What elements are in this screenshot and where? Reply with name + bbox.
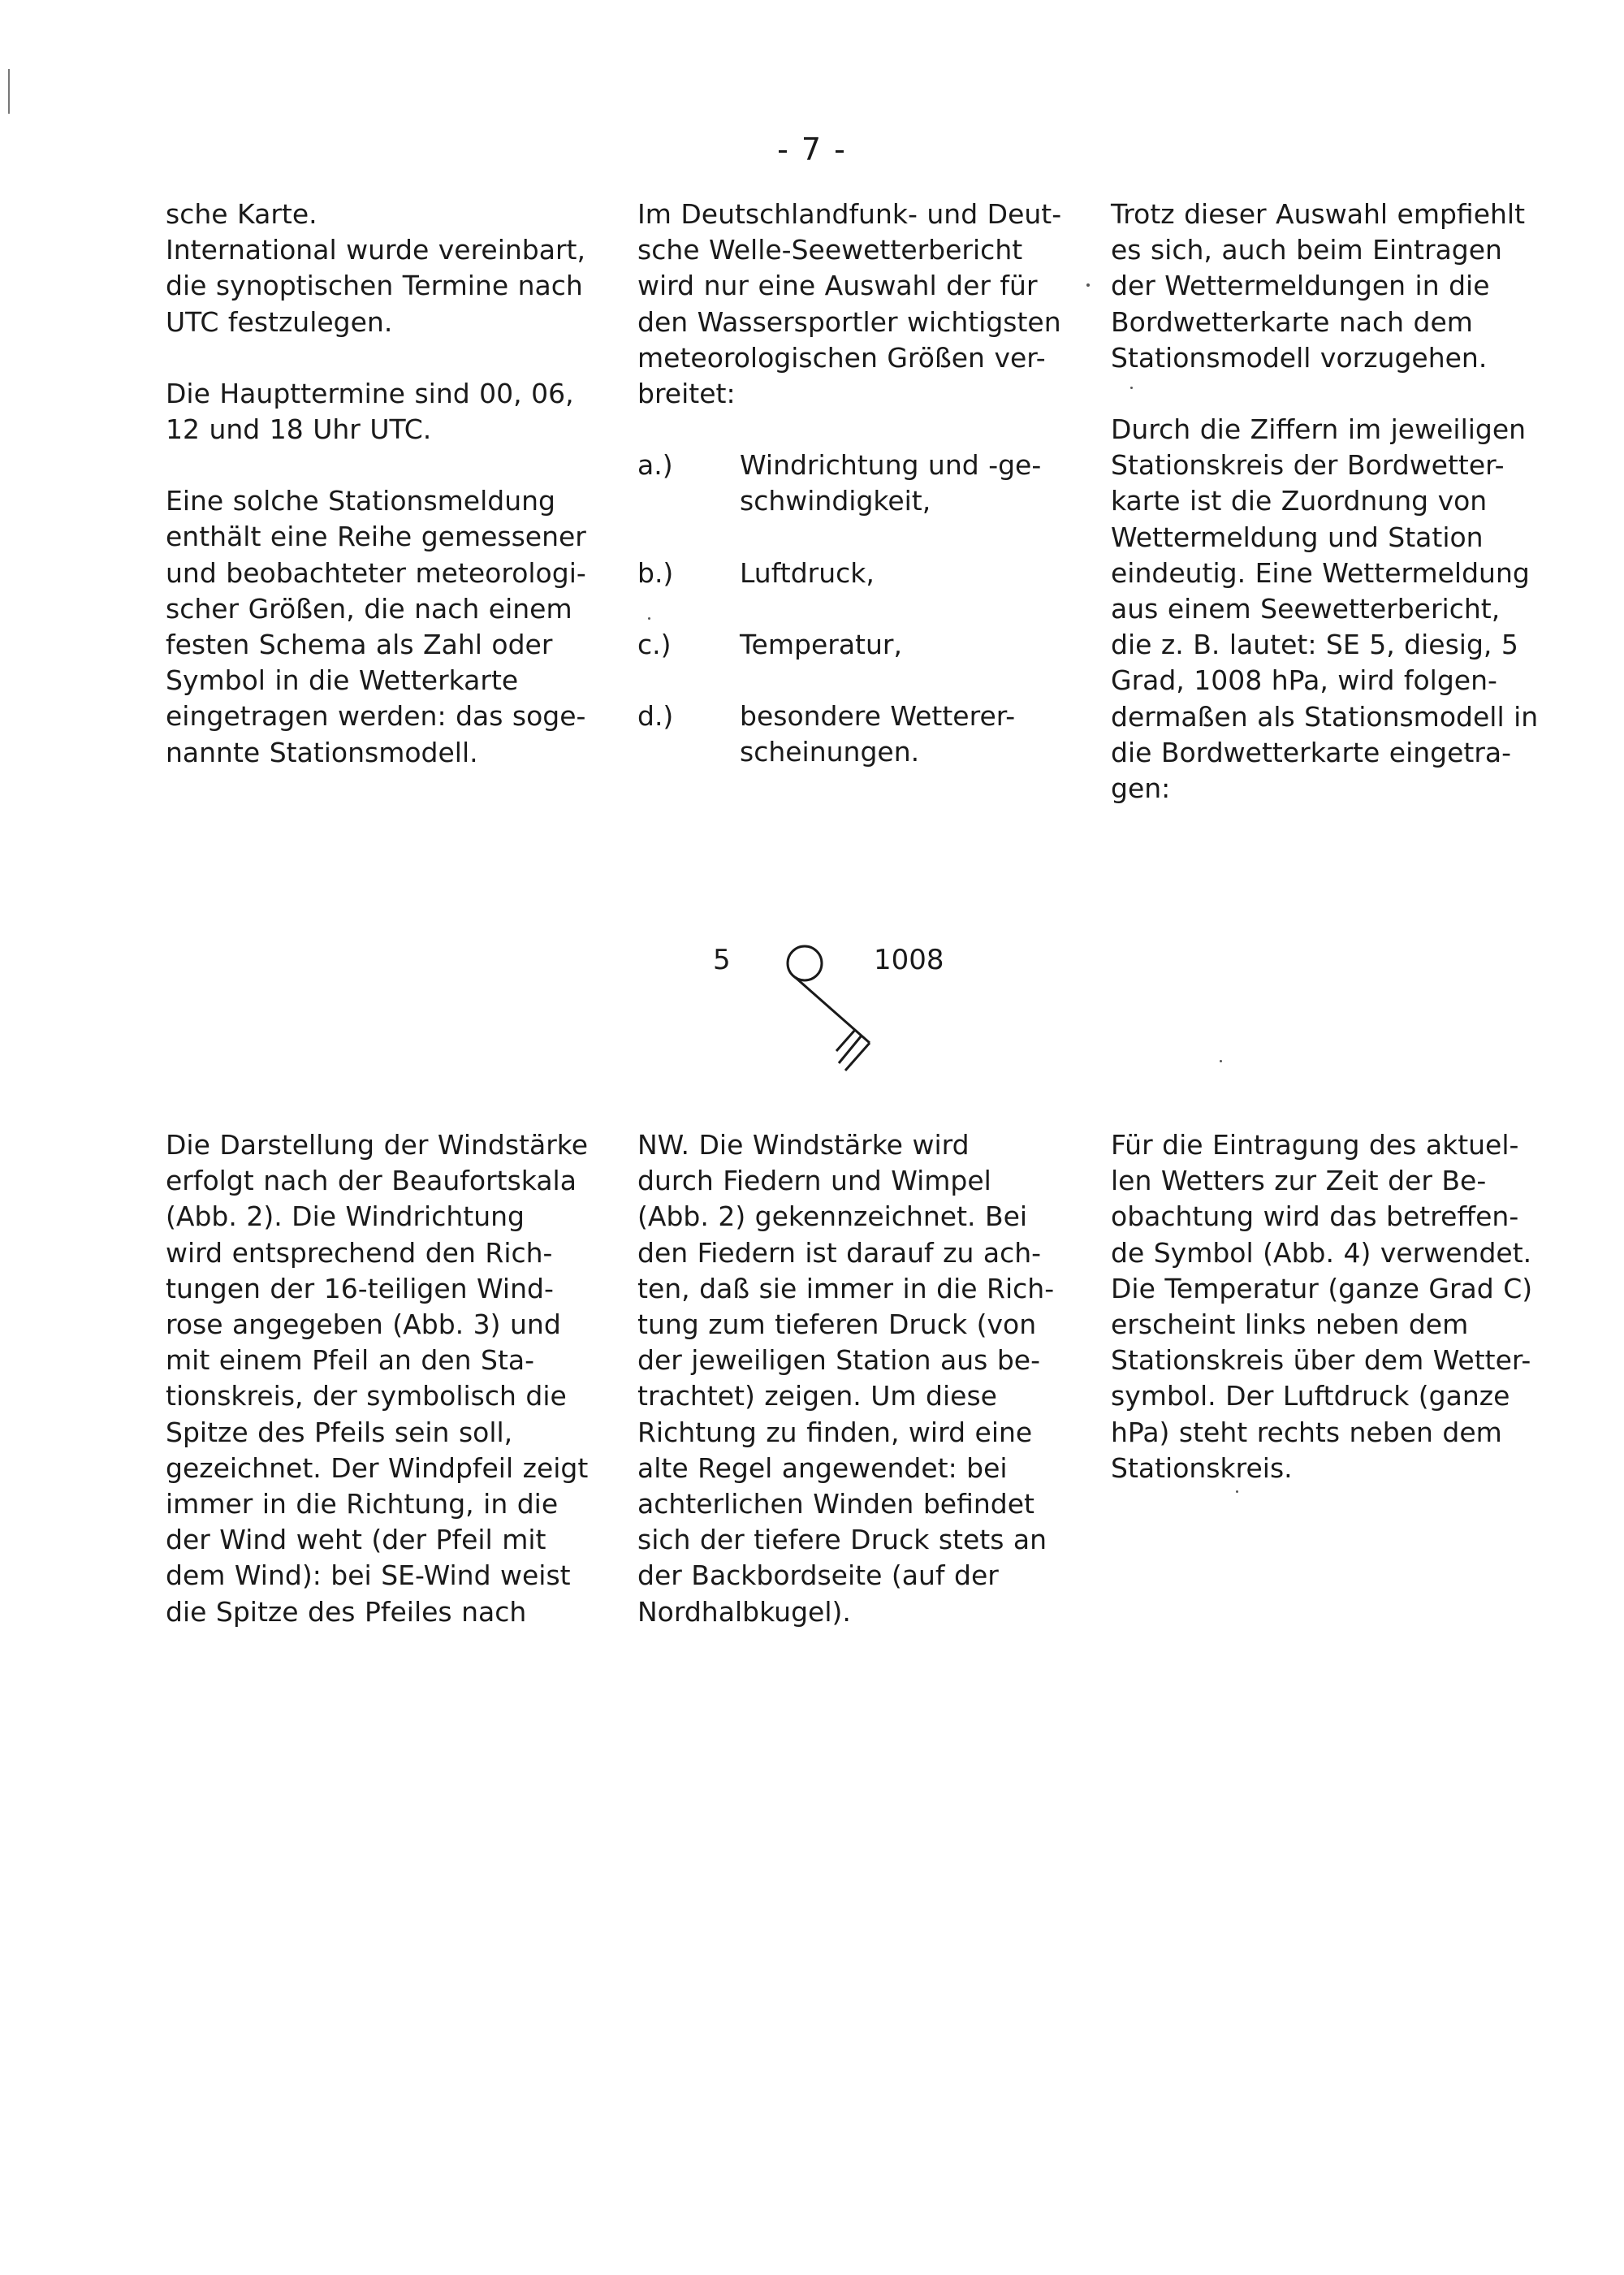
text-line: scher Größen, die nach einem bbox=[166, 592, 572, 625]
text-line: de Symbol (Abb. 4) verwendet. bbox=[1111, 1236, 1532, 1269]
text-line: Symbol in die Wetterkarte bbox=[166, 664, 519, 697]
top-column-3 bbox=[1111, 197, 1545, 807]
text-line: Stationskreis der Bordwetter- bbox=[1111, 449, 1505, 482]
text-line: len Wetters zur Zeit der Be- bbox=[1111, 1165, 1487, 1197]
text-line: Stationsmodell vorzugehen. bbox=[1111, 341, 1488, 374]
text-line: hPa) steht rechts neben dem bbox=[1111, 1416, 1502, 1448]
text-line: (Abb. 2) gekennzeichnet. Bei bbox=[637, 1200, 1028, 1233]
text-line: aus einem Seewetterbericht, bbox=[1111, 593, 1501, 625]
text-line: trachtet) zeigen. Um diese bbox=[637, 1380, 997, 1412]
text-line: Die Haupttermine sind 00, 06, bbox=[166, 377, 574, 409]
text-line: obachtung wird das betreffen- bbox=[1111, 1200, 1519, 1233]
text-line: gezeichnet. Der Windpfeil zeigt bbox=[166, 1451, 589, 1484]
text-line: die z. B. lautet: SE 5, diesig, 5 bbox=[1111, 629, 1518, 661]
text-line: die Spitze des Pfeiles nach bbox=[166, 1595, 527, 1628]
text-line: Wettermeldung und Station bbox=[1111, 521, 1484, 553]
text-line: Im Deutschlandfunk- und Deut- bbox=[637, 198, 1062, 230]
text-line: breitet: bbox=[637, 378, 736, 410]
text-line: sche Welle-Seewetterbericht bbox=[637, 234, 1023, 266]
text-line: tungen der 16-teiligen Wind- bbox=[166, 1272, 554, 1304]
parameter-list bbox=[637, 448, 1068, 770]
text-line: tung zum tieferen Druck (von bbox=[637, 1308, 1037, 1341]
scan-speck bbox=[1086, 283, 1090, 287]
text-line: karte ist die Zuordnung von bbox=[1111, 485, 1488, 517]
text-line: festen Schema als Zahl oder bbox=[166, 629, 553, 661]
paragraph bbox=[1111, 1127, 1545, 1486]
text-line: ten, daß sie immer in die Rich- bbox=[637, 1272, 1055, 1304]
text-line: enthält eine Reihe gemessener bbox=[166, 521, 586, 553]
text-line: (Abb. 2). Die Windrichtung bbox=[166, 1200, 525, 1233]
station-circle bbox=[788, 946, 822, 980]
list-marker: a.) bbox=[637, 449, 673, 482]
text-line: symbol. Der Luftdruck (ganze bbox=[1111, 1380, 1510, 1412]
text-line: der Backbordseite (auf der bbox=[637, 1559, 999, 1592]
text-line: tionskreis, der symbolisch die bbox=[166, 1380, 567, 1412]
text-line: Nordhalbkugel). bbox=[637, 1595, 851, 1628]
scan-edge-mark bbox=[8, 69, 10, 114]
paragraph bbox=[166, 1127, 604, 1630]
text-line: eingetragen werden: das soge- bbox=[166, 700, 586, 733]
text-line: und beobachteter meteorologi- bbox=[166, 556, 586, 589]
text-line: Bordwetterkarte nach dem bbox=[1111, 305, 1473, 338]
top-column-2 bbox=[637, 197, 1068, 770]
paragraph bbox=[1111, 412, 1545, 807]
station-pressure: 1008 bbox=[874, 944, 944, 976]
text-line: Temperatur, bbox=[740, 628, 902, 660]
text-line: mit einem Pfeil an den Sta- bbox=[166, 1344, 535, 1377]
text-line: 12 und 18 Uhr UTC. bbox=[166, 413, 432, 446]
text-line: Für die Eintragung des aktuel- bbox=[1111, 1129, 1519, 1161]
text-line: Die Darstellung der Windstärke bbox=[166, 1129, 589, 1161]
text-line: Die Temperatur (ganze Grad C) bbox=[1111, 1272, 1533, 1304]
text-line: wird entsprechend den Rich- bbox=[166, 1236, 553, 1269]
text-line: rose angegeben (Abb. 3) und bbox=[166, 1308, 561, 1341]
text-line: Spitze des Pfeils sein soll, bbox=[166, 1416, 513, 1448]
text-line: der Wettermeldungen in die bbox=[1111, 270, 1490, 302]
bottom-column-3 bbox=[1111, 1127, 1545, 1486]
scan-speck bbox=[1220, 1060, 1222, 1062]
text-line: NW. Die Windstärke wird bbox=[637, 1129, 970, 1161]
text-line: dem Wind): bei SE-Wind weist bbox=[166, 1559, 571, 1592]
text-line: Windrichtung und -ge- bbox=[740, 449, 1042, 482]
text-line: schwindigkeit, bbox=[740, 485, 931, 517]
text-line: sich der tiefere Druck stets an bbox=[637, 1524, 1047, 1556]
text-line: den Wassersportler wichtigsten bbox=[637, 305, 1061, 338]
text-line: der Wind weht (der Pfeil mit bbox=[166, 1524, 546, 1556]
station-temperature: 5 bbox=[713, 944, 731, 976]
list-marker: d.) bbox=[637, 700, 674, 733]
text-line: die Bordwetterkarte eingetra- bbox=[1111, 736, 1512, 768]
paragraph bbox=[166, 483, 604, 771]
text-line: Trotz dieser Auswahl empfiehlt bbox=[1111, 198, 1526, 230]
wind-feather bbox=[839, 1036, 862, 1063]
list-item bbox=[637, 627, 1068, 663]
text-line: eindeutig. Eine Wettermeldung bbox=[1111, 556, 1530, 589]
text-line: gen: bbox=[1111, 772, 1171, 805]
text-line: Stationskreis über dem Wetter- bbox=[1111, 1344, 1531, 1377]
text-line: wird nur eine Auswahl der für bbox=[637, 270, 1038, 302]
text-line: besondere Wetterer- bbox=[740, 700, 1016, 733]
text-line: den Fiedern ist darauf zu ach- bbox=[637, 1236, 1042, 1269]
text-line: durch Fiedern und Wimpel bbox=[637, 1165, 991, 1197]
text-line: Stationskreis. bbox=[1111, 1451, 1293, 1484]
text-line: der jeweiligen Station aus be- bbox=[637, 1344, 1041, 1377]
list-item bbox=[637, 556, 1068, 591]
wind-feather bbox=[845, 1043, 870, 1070]
text-line: achterlichen Winden befindet bbox=[637, 1488, 1034, 1520]
text-line: Eine solche Stationsmeldung bbox=[166, 485, 555, 517]
wind-arrow-shaft bbox=[795, 977, 870, 1043]
text-line: die synoptischen Termine nach bbox=[166, 270, 583, 302]
text-line: meteorologischen Größen ver- bbox=[637, 341, 1046, 374]
scan-speck bbox=[1130, 387, 1133, 389]
text-line: scheinungen. bbox=[740, 736, 920, 768]
text-line: alte Regel angewendet: bei bbox=[637, 1451, 1008, 1484]
paragraph bbox=[166, 376, 604, 448]
text-line: Durch die Ziffern im jeweiligen bbox=[1111, 413, 1527, 446]
text-line: Richtung zu finden, wird eine bbox=[637, 1416, 1033, 1448]
bottom-column-2 bbox=[637, 1127, 1068, 1630]
scan-speck bbox=[648, 617, 650, 620]
text-line: es sich, auch beim Eintragen bbox=[1111, 234, 1502, 266]
paragraph bbox=[166, 197, 604, 340]
paragraph bbox=[637, 197, 1068, 412]
list-marker: c.) bbox=[637, 628, 672, 660]
list-item bbox=[637, 699, 1068, 770]
text-line: erscheint links neben dem bbox=[1111, 1308, 1469, 1341]
text-line: Luftdruck, bbox=[740, 556, 875, 589]
text-line: International wurde vereinbart, bbox=[166, 234, 585, 266]
text-line: Grad, 1008 hPa, wird folgen- bbox=[1111, 664, 1497, 697]
bottom-column-1 bbox=[166, 1127, 604, 1630]
text-line: nannte Stationsmodell. bbox=[166, 736, 478, 768]
text-line: sche Karte. bbox=[166, 198, 317, 230]
page-number: - 7 - bbox=[777, 132, 847, 167]
station-model-figure bbox=[698, 942, 974, 1072]
text-line: dermaßen als Stationsmodell in bbox=[1111, 700, 1539, 733]
text-line: immer in die Richtung, in die bbox=[166, 1488, 559, 1520]
text-line: UTC festzulegen. bbox=[166, 305, 393, 338]
top-column-1 bbox=[166, 197, 604, 771]
list-marker: b.) bbox=[637, 556, 674, 589]
scan-speck bbox=[1236, 1490, 1238, 1493]
text-line: erfolgt nach der Beaufortskala bbox=[166, 1165, 577, 1197]
list-item bbox=[637, 448, 1068, 519]
paragraph bbox=[1111, 197, 1545, 376]
paragraph bbox=[637, 1127, 1068, 1630]
